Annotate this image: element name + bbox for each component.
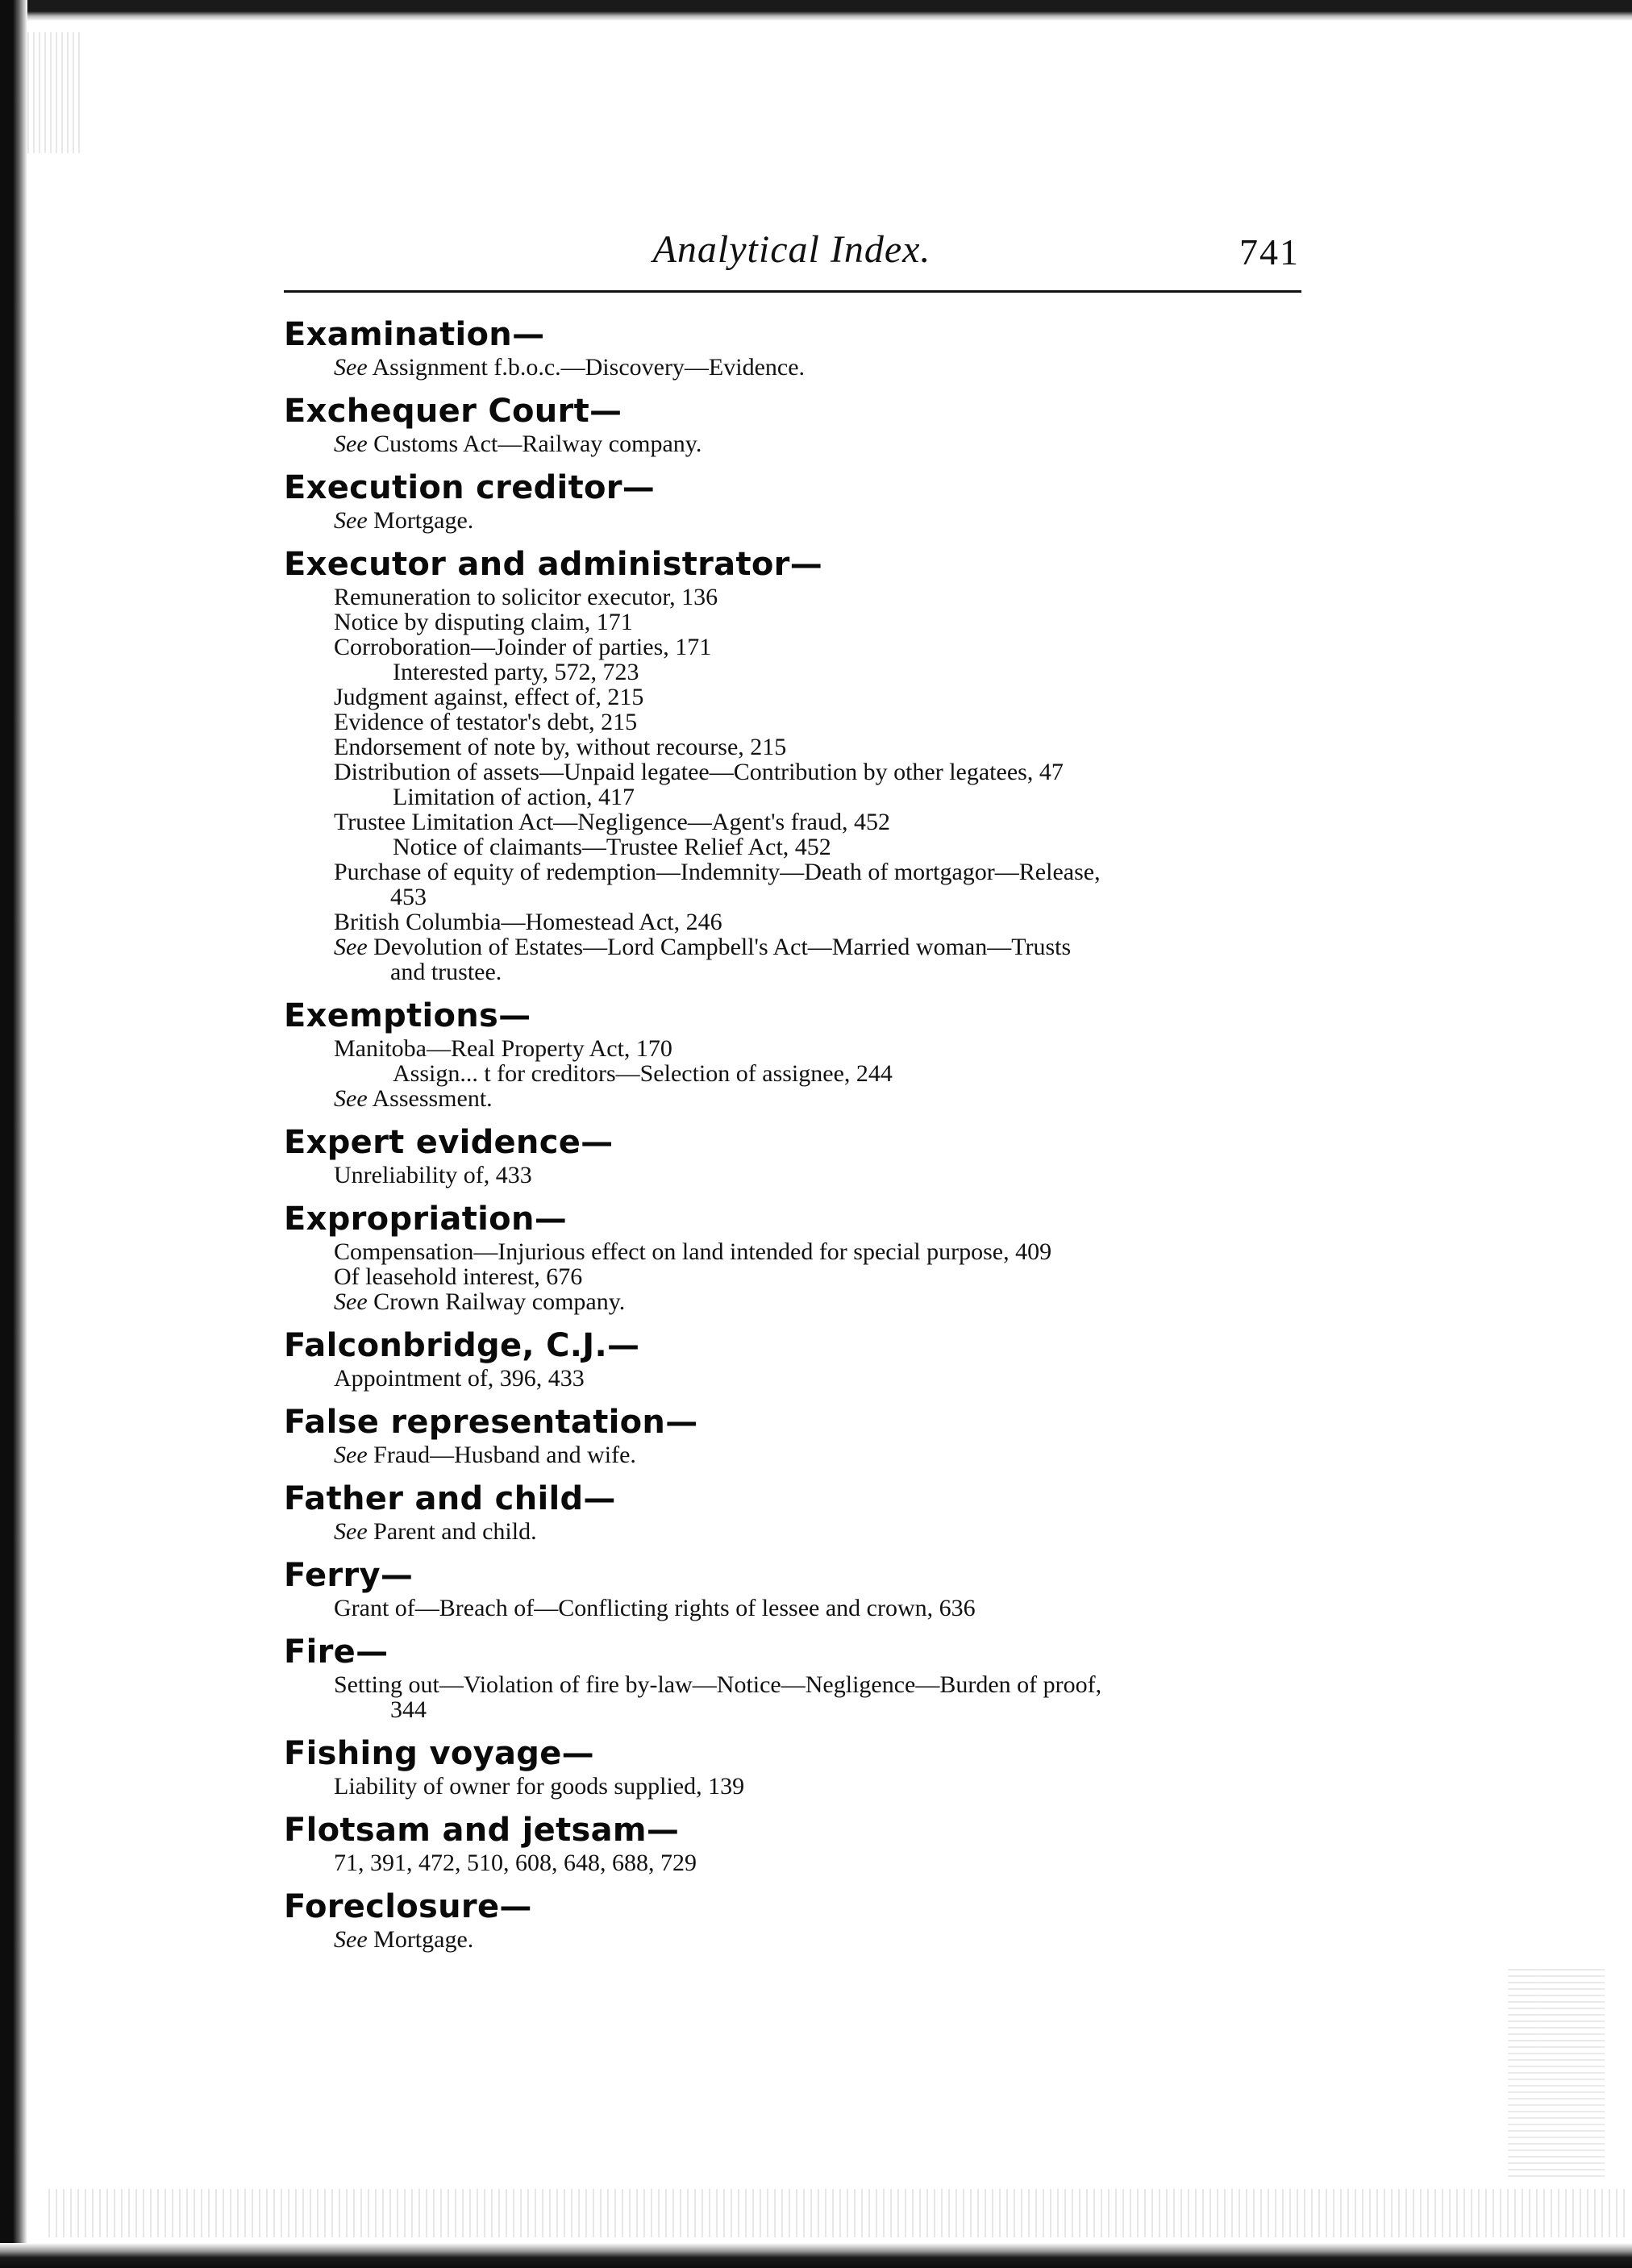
entry-line: [284, 1672, 1301, 1722]
entry-line-text: Parent and child.: [373, 1518, 537, 1545]
header-rule: [284, 290, 1301, 293]
index-entry: [284, 1325, 1301, 1391]
entry-line: [284, 734, 1301, 759]
scan-noise-right: [1508, 1967, 1605, 2177]
entry-line-text: Unreliability of, 433: [334, 1162, 532, 1188]
entry-line-text: Customs Act—Railway company.: [373, 431, 702, 457]
entry-line-text: Notice by disputing claim, 171: [334, 609, 633, 635]
entry-line-text: Distribution of assets—Unpaid legatee—Contribution by other legatees, 47: [334, 759, 1064, 785]
entry-line-text: Compensation—Injurious effect on land intended for special purpose, 409: [334, 1238, 1052, 1265]
entry-line: [284, 909, 1301, 934]
entry-line: [284, 660, 1301, 685]
entry-line: [284, 710, 1301, 734]
see-reference-label: See: [334, 1442, 368, 1468]
entry-line: [284, 1086, 1301, 1111]
entry-line: [284, 1596, 1301, 1621]
entry-line-text: Appointment of, 396, 433: [334, 1365, 585, 1392]
entry-line-text: Setting out—Violation of fire by-law—Notice—Negligence—Burden of proof,: [334, 1671, 1102, 1698]
entry-line-text: Endorsement of note by, without recourse, 215: [334, 734, 787, 760]
entry-line-text: 71, 391, 472, 510, 608, 648, 688, 729: [334, 1850, 697, 1876]
entry-line: [284, 1264, 1301, 1289]
entry-line: [284, 934, 1301, 984]
scan-border-top: [0, 0, 1632, 21]
entry-line-text: Fraud—Husband and wife.: [373, 1442, 636, 1468]
entry-line: [284, 784, 1301, 809]
see-reference-label: See: [334, 507, 368, 534]
entry-line-text: Devolution of Estates—Lord Campbell's Act—Married woman—Trusts: [373, 934, 1072, 960]
see-reference-label: See: [334, 1518, 368, 1545]
index-entry: [284, 1479, 1301, 1544]
index-entry: [284, 1733, 1301, 1799]
index-entry: [284, 314, 1301, 380]
index-entry: [284, 996, 1301, 1111]
entry-line: [284, 431, 1301, 456]
entry-line: [284, 1239, 1301, 1264]
entry-heading: Executor and administrator—: [284, 546, 823, 583]
index-entry: [284, 544, 1301, 984]
entry-heading: Execution creditor—: [284, 469, 656, 506]
entry-line: [284, 508, 1301, 533]
entry-line-text: Crown Railway company.: [373, 1288, 626, 1315]
index-entry: [284, 1402, 1301, 1467]
index-entry: [284, 1122, 1301, 1188]
see-reference-label: See: [334, 934, 368, 960]
entry-line: [284, 1061, 1301, 1086]
entry-line-text: Corroboration—Joinder of parties, 171: [334, 634, 712, 660]
see-reference-label: See: [334, 354, 368, 381]
entry-line-text: Mortgage.: [373, 1926, 474, 1953]
entry-line: [284, 635, 1301, 660]
entry-line: [284, 1442, 1301, 1467]
entry-line: [284, 1850, 1301, 1875]
entry-line: [284, 834, 1301, 859]
entry-line-text: Trustee Limitation Act—Negligence—Agent's fraud, 452: [334, 809, 890, 835]
entry-line-text: Liability of owner for goods supplied, 139: [334, 1773, 745, 1800]
entry-heading: Ferry—: [284, 1557, 414, 1594]
entry-line-continuation: 344: [390, 1696, 427, 1723]
entry-line-text: Evidence of testator's debt, 215: [334, 709, 638, 735]
entry-heading: Fishing voyage—: [284, 1735, 594, 1772]
entry-line: [284, 355, 1301, 380]
entry-line-continuation: and trustee.: [390, 959, 502, 985]
entry-line-text: Manitoba—Real Property Act, 170: [334, 1035, 672, 1062]
entry-line-text: Judgment against, effect of, 215: [334, 684, 644, 710]
entry-line-text: Assign... t for creditors—Selection of assignee, 244: [393, 1060, 893, 1087]
entry-line-text: Limitation of action, 417: [393, 784, 635, 810]
entry-heading: Foreclosure—: [284, 1888, 532, 1925]
scan-noise-bottom: [48, 2189, 1629, 2237]
see-reference-label: See: [334, 1085, 368, 1112]
entry-heading: Falconbridge, C.J.—: [284, 1327, 640, 1364]
running-title: Analytical Index.: [652, 228, 931, 271]
entry-line-text: Assessment.: [372, 1085, 493, 1112]
index-entry: [284, 468, 1301, 533]
see-reference-label: See: [334, 1926, 368, 1953]
scan-noise-left: [27, 32, 84, 153]
entry-line: [284, 585, 1301, 610]
scan-border-bottom: [0, 2243, 1632, 2268]
entry-line: [284, 1289, 1301, 1314]
index-entries: [284, 314, 1301, 1963]
index-entry: [284, 1887, 1301, 1952]
entry-heading: Expert evidence—: [284, 1124, 614, 1161]
page-number: 741: [1239, 231, 1300, 273]
entry-line-text: Notice of claimants—Trustee Relief Act, 452: [393, 834, 831, 860]
entry-line: [284, 759, 1301, 784]
entry-line: [284, 1927, 1301, 1952]
entry-line-text: Remuneration to solicitor executor, 136: [334, 584, 718, 610]
entry-line-continuation: 453: [390, 884, 427, 910]
entry-line-text: Grant of—Breach of—Conflicting rights of lessee and crown, 636: [334, 1595, 976, 1621]
entry-line: [284, 1036, 1301, 1061]
running-head: [284, 227, 1300, 284]
entry-line-text: Mortgage.: [373, 507, 474, 534]
entry-line: [284, 859, 1301, 909]
entry-line-text: British Columbia—Homestead Act, 246: [334, 909, 722, 935]
entry-line-text: Interested party, 572, 723: [393, 659, 639, 685]
see-reference-label: See: [334, 1288, 368, 1315]
entry-line: [284, 809, 1301, 834]
entry-line-text: Purchase of equity of redemption—Indemnity—Death of mortgagor—Release,: [334, 859, 1101, 885]
entry-heading: Exemptions—: [284, 997, 531, 1034]
index-entry: [284, 391, 1301, 456]
index-entry: [284, 1555, 1301, 1621]
entry-line: [284, 1519, 1301, 1544]
entry-line: [284, 1366, 1301, 1391]
entry-heading: Flotsam and jetsam—: [284, 1812, 680, 1849]
index-entry: [284, 1632, 1301, 1722]
entry-heading: Exchequer Court—: [284, 393, 622, 430]
entry-heading: Expropriation—: [284, 1201, 568, 1238]
scan-border-left: [0, 0, 27, 2268]
entry-line-text: Of leasehold interest, 676: [334, 1263, 583, 1290]
see-reference-label: See: [334, 431, 368, 457]
entry-line-text: Assignment f.b.o.c.—Discovery—Evidence.: [372, 354, 806, 381]
entry-line: [284, 685, 1301, 710]
entry-line: [284, 1774, 1301, 1799]
entry-heading: Examination—: [284, 316, 545, 353]
entry-heading: Father and child—: [284, 1480, 616, 1517]
index-entry: [284, 1810, 1301, 1875]
entry-heading: Fire—: [284, 1633, 389, 1671]
entry-heading: False representation—: [284, 1404, 698, 1441]
index-entry: [284, 1199, 1301, 1314]
entry-line: [284, 1163, 1301, 1188]
entry-line: [284, 610, 1301, 635]
